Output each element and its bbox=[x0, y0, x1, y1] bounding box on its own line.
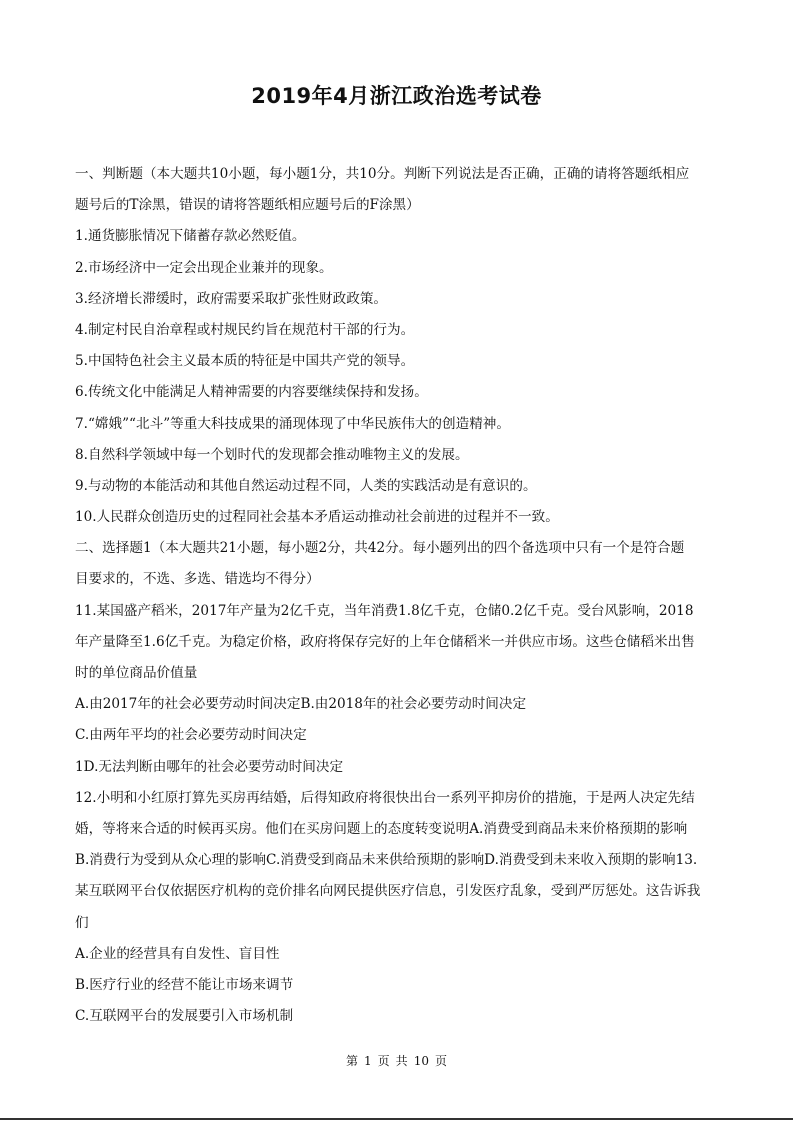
page-bottom-divider bbox=[0, 1118, 793, 1120]
text-line: B.消费行为受到从众心理的影响C.消费受到商品未来供给预期的影响D.消费受到未来收入预期的影响13. bbox=[75, 852, 698, 869]
text-line: 二、选择题1（本大题共21小题，每小题2分，共42分。每小题列出的四个备选项中只有一个是符合题 bbox=[75, 540, 685, 557]
footer-total-pages: 10 bbox=[413, 1054, 429, 1068]
text-line: 某互联网平台仅依据医疗机构的竞价排名向网民提供医疗信息，引发医疗乱象，受到严厉惩处。这告诉我 bbox=[75, 883, 701, 900]
text-line: 年产量降至1.6亿千克。为稳定价格，政府将保存完好的上年仓储稻米一并供应市场。这些仓储稻米出售 bbox=[75, 633, 695, 650]
page-footer bbox=[0, 1052, 793, 1069]
text-line: 时的单位商品价值量 bbox=[75, 665, 198, 681]
document-title: 2019年4月浙江政治选考试卷 bbox=[251, 84, 542, 108]
text-line: 12.小明和小红原打算先买房再结婚，后得知政府将很快出台一系列平抑房价的措施，于是两人决定先结 bbox=[75, 789, 695, 806]
text-line: C.互联网平台的发展要引入市场机制 bbox=[75, 1008, 294, 1025]
text-line: 1D.无法判断由哪年的社会必要劳动时间决定 bbox=[75, 758, 344, 775]
text-line: 目要求的，不选、多选、错选均不得分） bbox=[75, 571, 320, 588]
footer-page-number: 1 bbox=[364, 1054, 372, 1068]
text-line: 7.“嫦娥”“北斗”等重大科技成果的涌现体现了中华民族伟大的创造精神。 bbox=[75, 415, 510, 432]
footer-ye: 页 bbox=[377, 1054, 390, 1068]
footer-ye: 页 bbox=[434, 1054, 447, 1068]
footer-di: 第 bbox=[346, 1054, 359, 1068]
footer-gong: 共 bbox=[395, 1054, 408, 1068]
text-line: 9.与动物的本能活动和其他自然运动过程不同，人类的实践活动是有意识的。 bbox=[75, 477, 537, 494]
text-line: 一、判断题（本大题共10小题，每小题1分，共10分。判断下列说法是否正确，正确的请将答题纸相应 bbox=[75, 166, 690, 182]
text-line: 10.人民群众创造历史的过程同社会基本矛盾运动推动社会前进的过程并不一致。 bbox=[75, 509, 559, 526]
text-line: 3.经济增长滞缓时，政府需要采取扩张性财政政策。 bbox=[75, 290, 388, 307]
text-line: A.企业的经营具有自发性、盲目性 bbox=[75, 945, 280, 962]
text-line: 6.传统文化中能满足人精神需要的内容要继续保持和发扬。 bbox=[75, 384, 428, 401]
text-line: 4.制定村民自治章程或村规民约旨在规范村干部的行为。 bbox=[75, 321, 415, 338]
text-line: 11.某国盛产稻米，2017年产量为2亿千克，当年消费1.8亿千克，仓储0.2亿千克。受台风影响，2018 bbox=[75, 602, 694, 619]
text-line: 们 bbox=[75, 914, 89, 931]
text-line: 2.市场经济中一定会出现企业兼并的现象。 bbox=[75, 259, 333, 276]
text-line: 题号后的T涂黑，错误的请将答题纸相应题号后的F涂黑） bbox=[75, 197, 420, 214]
text-line: 5.中国特色社会主义最本质的特征是中国共产党的领导。 bbox=[75, 353, 415, 370]
text-line: C.由两年平均的社会必要劳动时间决定 bbox=[75, 727, 307, 744]
text-line: 婚，等将来合适的时候再买房。他们在买房问题上的态度转变说明A.消费受到商品未来价格预期的影响 bbox=[75, 820, 688, 837]
text-line: 8.自然科学领域中每一个划时代的发现都会推动唯物主义的发展。 bbox=[75, 446, 469, 463]
text-line: A.由2017年的社会必要劳动时间决定B.由2018年的社会必要劳动时间决定 bbox=[75, 696, 527, 713]
text-line: B.医疗行业的经营不能让市场来调节 bbox=[75, 976, 294, 993]
document-body bbox=[75, 159, 721, 1032]
text-line: 1.通货膨胀情况下储蓄存款必然贬值。 bbox=[75, 228, 306, 245]
